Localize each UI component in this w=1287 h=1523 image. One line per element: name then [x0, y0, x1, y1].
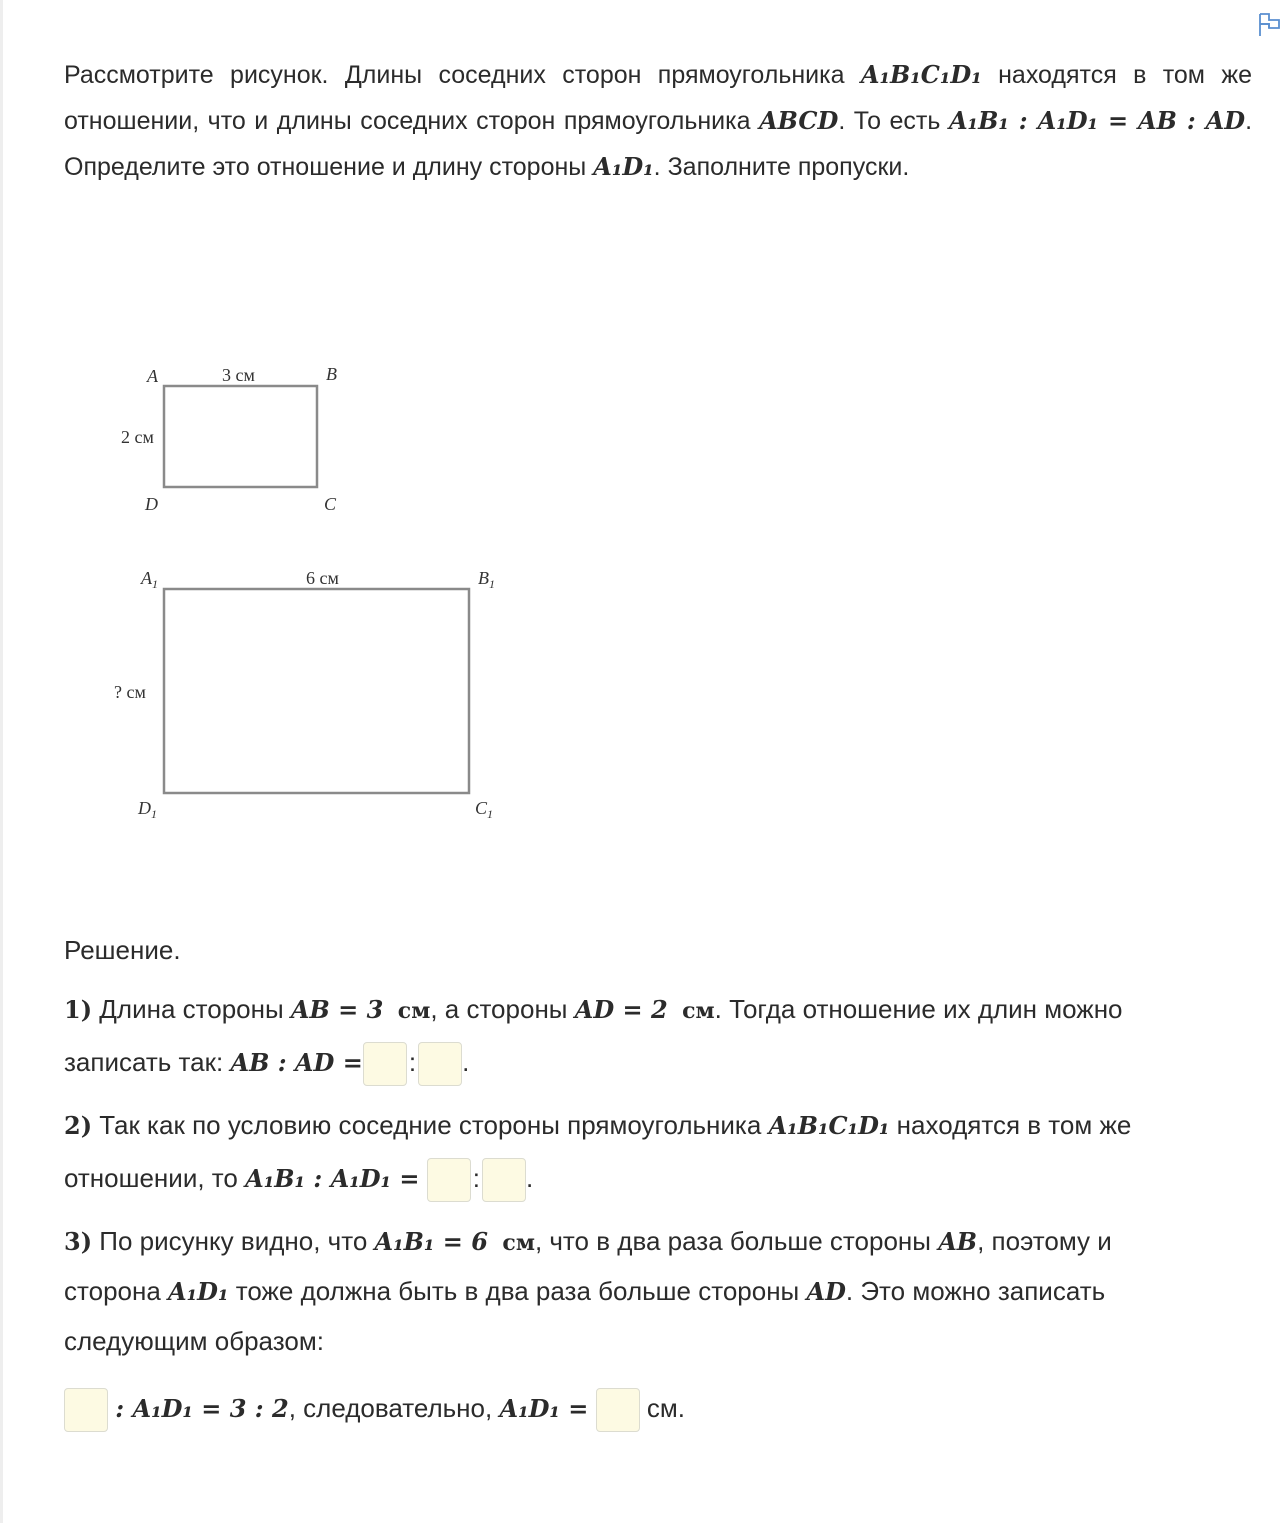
step1-math-ratio: AB : AD =	[230, 1047, 363, 1077]
step2-line2	[64, 1158, 533, 1202]
step2-math-rect: A₁B₁C₁D₁	[768, 1111, 890, 1140]
step1-number: 1)	[64, 995, 93, 1024]
step3-line4	[64, 1388, 685, 1432]
step2-text-3: отношении, то	[64, 1162, 246, 1193]
label-a: A	[147, 366, 158, 386]
step1-text-2: , а стороны	[430, 994, 575, 1024]
step3-text-1: По рисунку видно, что	[92, 1226, 375, 1256]
label-a1: $A_1$	[141, 568, 158, 591]
step2-number: 2)	[64, 1111, 93, 1140]
intro-text-1: Рассмотрите рисунок. Длины соседних сторон прямоугольника	[64, 61, 861, 89]
step1-text-1: Длина стороны	[92, 994, 291, 1024]
rectangles-figure	[100, 350, 520, 830]
step1-math-ab: AB = 3	[290, 995, 384, 1024]
label-a1b1-length: 6 см	[306, 568, 339, 588]
intro-text-5: . Заполните пропуски.	[653, 153, 910, 181]
step2-blank-1-input[interactable]	[427, 1158, 471, 1202]
label-a1d1-length: ? см	[114, 682, 146, 702]
left-border	[0, 0, 3, 1523]
step3-number: 3)	[64, 1227, 93, 1256]
step3-math-ratio: : A₁D₁ = 3 : 2	[115, 1393, 289, 1423]
step3-line1	[64, 1226, 1112, 1257]
step3-blank-2-input[interactable]	[596, 1388, 640, 1432]
label-c1: $C_1$	[475, 798, 494, 821]
step3-math-ad: AD	[806, 1277, 846, 1306]
step1-blank-2-input[interactable]	[418, 1042, 462, 1086]
step3-math-a1d1: A₁D₁	[168, 1277, 229, 1306]
step3-math-a1b1: A₁B₁ = 6	[374, 1227, 488, 1256]
label-b1: $B_1$	[478, 568, 495, 591]
label-ab-length: 3 см	[222, 365, 255, 385]
step1-blank-1-input[interactable]	[363, 1042, 407, 1086]
step2-blank-2-input[interactable]	[482, 1158, 526, 1202]
step2-math-ratio: A₁B₁ : A₁D₁ =	[245, 1163, 420, 1193]
label-b: B	[326, 364, 337, 384]
intro-math-1: A₁B₁C₁D₁	[860, 60, 982, 89]
step3-blank-1-input[interactable]	[64, 1388, 108, 1432]
step2-line1	[64, 1110, 1131, 1141]
step1-math-ad: AD = 2	[574, 995, 668, 1024]
step2-text-1: Так как по условию соседние стороны прямоугольника	[92, 1110, 769, 1140]
solution-section	[64, 930, 1254, 1423]
step3-math-ab: AB	[938, 1227, 978, 1256]
step1-unit-1: см	[397, 998, 431, 1024]
step2-colon: :	[472, 1162, 480, 1193]
step2-period: .	[525, 1162, 534, 1193]
step3-text-3: , поэтому и	[977, 1226, 1112, 1256]
step1-unit-2: см	[682, 998, 715, 1024]
rect-abcd	[164, 386, 317, 487]
step3-text-8: , следовательно,	[288, 1392, 500, 1423]
label-d: D	[145, 494, 158, 514]
step1-line2	[64, 1042, 469, 1086]
label-d1: $D_1$	[138, 798, 157, 821]
step2-text-2: находятся в том же	[889, 1110, 1132, 1140]
rect-a1b1c1d1	[164, 589, 469, 793]
solution-title: Решение.	[64, 935, 181, 965]
intro-math-2: ABCD	[759, 106, 839, 135]
step3-text-6: . Это можно записать	[845, 1276, 1106, 1306]
step1-text-4: записать так:	[64, 1046, 231, 1077]
intro-text-3: . То есть	[838, 107, 949, 135]
step3-line3	[64, 1326, 324, 1357]
step3-text-2: , что в два раза больше стороны	[534, 1226, 939, 1256]
step1-period: .	[462, 1046, 470, 1077]
step1-line1	[64, 994, 1123, 1025]
intro-math-4: A₁D₁	[593, 152, 654, 181]
problem-statement	[64, 52, 1252, 190]
intro-text-2: находятся в том же отношении, что и длины соседних сторон прямоугольника	[64, 61, 1252, 135]
step3-unit: см.	[646, 1392, 685, 1423]
step3-text-7: следующим образом:	[64, 1326, 324, 1356]
step1-colon: :	[408, 1046, 417, 1077]
flag-icon[interactable]	[1257, 12, 1283, 38]
step3-text-5: тоже должна быть в два раза больше стороны	[228, 1276, 807, 1306]
label-ad-length: 2 см	[121, 427, 154, 447]
step1-text-3: . Тогда отношение их длин можно	[714, 994, 1123, 1024]
step3-text-4: сторона	[64, 1276, 169, 1306]
step3-math-result: A₁D₁ =	[499, 1393, 589, 1423]
step3-unit-1: см	[502, 1230, 535, 1256]
intro-text-4: . Определите это отношение и длину стороны	[64, 107, 1253, 181]
intro-math-3: A₁B₁ : A₁D₁ = AB : AD	[948, 106, 1246, 135]
step3-line2	[64, 1276, 1105, 1307]
label-c: C	[324, 494, 337, 514]
